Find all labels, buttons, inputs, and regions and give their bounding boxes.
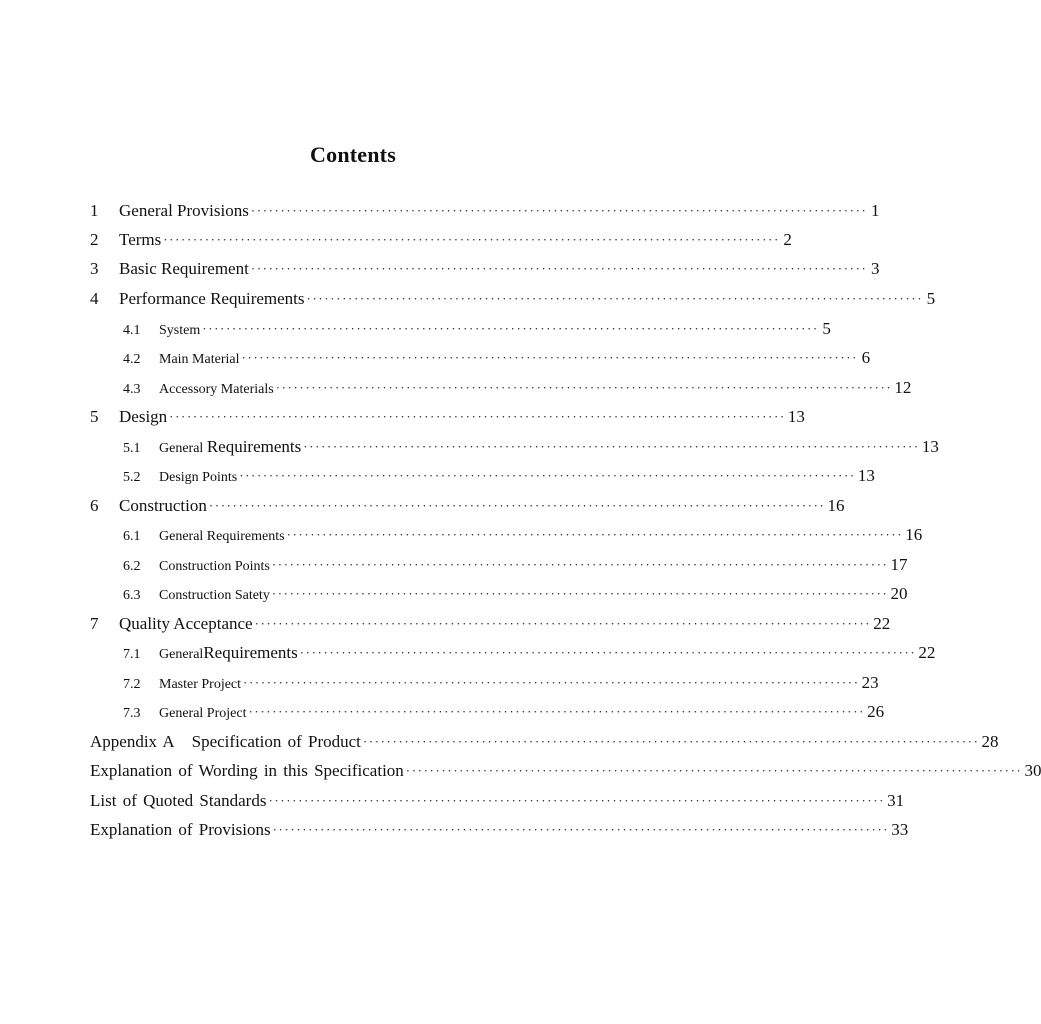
toc-entry-number: 6.3 xyxy=(123,588,141,603)
toc-entry-number: 1 xyxy=(90,201,99,220)
toc-entry-page: 17 xyxy=(890,555,908,574)
dot-leader: ········································································································ xyxy=(163,232,780,247)
toc-entry-label xyxy=(159,643,298,663)
toc-entry-general-project[interactable] xyxy=(123,702,885,730)
toc-entry-label: Construction Satety xyxy=(159,588,270,603)
dot-leader: ········································································································ xyxy=(405,763,1023,778)
toc-entry-page: 30 xyxy=(1024,761,1041,780)
toc-entry-page: 13 xyxy=(857,466,875,485)
toc-entry-list-of-quoted-standards[interactable] xyxy=(90,791,905,819)
toc-entry-label-small: General xyxy=(159,647,204,662)
toc-entry-label: General Requirements xyxy=(159,529,285,544)
toc-entry-page: 33 xyxy=(891,820,909,839)
toc-entry-label xyxy=(159,437,301,457)
toc-entry-master-project[interactable] xyxy=(123,673,879,701)
toc-entry-label: General Provisions xyxy=(119,201,249,220)
toc-entry-label: System xyxy=(159,323,201,338)
toc-entry-page: 6 xyxy=(861,348,871,367)
toc-entry-number: 4.2 xyxy=(123,352,141,367)
dot-leader: ········································································································ xyxy=(241,350,859,365)
dot-leader: ········································································································ xyxy=(271,586,889,601)
toc-entry-page: 2 xyxy=(783,230,792,249)
toc-entry-construction[interactable] xyxy=(90,496,845,524)
toc-entry-label: Explanation of Wording in this Specification xyxy=(90,761,404,780)
toc-entry-number: 4.3 xyxy=(123,382,141,397)
toc-entry-page: 26 xyxy=(867,702,885,721)
toc-entry-label: Design xyxy=(119,407,168,426)
toc-entry-page: 22 xyxy=(918,643,936,662)
dot-leader: ········································································································ xyxy=(268,793,886,808)
toc-entry-page: 12 xyxy=(894,378,912,397)
toc-entry-number: 4.1 xyxy=(123,323,141,338)
toc-entry-label: Performance Requirements xyxy=(119,289,305,308)
dot-leader: ········································································································ xyxy=(202,321,819,336)
toc-entry-page: 23 xyxy=(861,673,879,692)
toc-entry-page: 28 xyxy=(981,732,999,751)
toc-entry-page: 31 xyxy=(887,791,905,810)
toc-entry-page: 13 xyxy=(787,407,805,426)
toc-entry-label: Design Points xyxy=(159,470,238,485)
toc-entry-page: 5 xyxy=(822,319,831,338)
toc-entry-general-requirements-6-1[interactable] xyxy=(123,525,923,553)
toc-entry-general-provisions[interactable] xyxy=(90,201,880,229)
toc-entry-construction-satety[interactable] xyxy=(123,584,908,612)
toc-entry-number: 6.1 xyxy=(123,529,141,544)
dot-leader: ········································································································ xyxy=(250,203,868,218)
toc-entry-accessory-materials[interactable] xyxy=(123,378,912,406)
dot-leader: ········································································································ xyxy=(254,616,872,631)
toc-entry-number: 6 xyxy=(90,496,99,515)
toc-entry-construction-points[interactable] xyxy=(123,555,908,583)
toc-entry-label: List of Quoted Standards xyxy=(90,791,267,810)
toc-entry-label: Master Project xyxy=(159,677,242,692)
toc-entry-appendix-a[interactable] xyxy=(90,732,999,760)
toc-entry-label: Terms xyxy=(119,230,162,249)
toc-entry-main-material[interactable] xyxy=(123,348,871,376)
toc-entry-general-requirements-7-1[interactable] xyxy=(123,643,936,671)
toc-entry-number: 7.3 xyxy=(123,706,141,721)
toc-entry-label: General Project xyxy=(159,706,247,721)
toc-entry-number: 2 xyxy=(90,230,99,249)
dot-leader: ········································································································ xyxy=(169,409,786,424)
toc-entry-page: 3 xyxy=(870,259,880,278)
toc-entry-label: Accessory Materials xyxy=(159,382,274,397)
dot-leader: ········································································································ xyxy=(248,704,866,719)
toc-entry-label: Main Material xyxy=(159,352,240,367)
page-title: Contents xyxy=(310,142,396,167)
toc-entry-label: Quality Acceptance xyxy=(119,614,253,633)
dot-leader: ········································································································ xyxy=(286,527,904,542)
toc-entry-number: 4 xyxy=(90,289,99,308)
toc-entry-number: 5.2 xyxy=(123,470,141,485)
toc-entry-explanation-of-wording[interactable] xyxy=(90,761,1041,789)
toc-entry-number: 7 xyxy=(90,614,99,633)
dot-leader: ········································································································ xyxy=(303,439,920,454)
toc-entry-system[interactable] xyxy=(123,319,831,347)
dot-leader: ········································································································ xyxy=(271,557,889,572)
dot-leader: ········································································································ xyxy=(208,498,826,513)
dot-leader: ········································································································ xyxy=(239,468,856,483)
toc-entry-label-small: General xyxy=(159,441,204,456)
toc-entry-page: 16 xyxy=(827,496,845,515)
toc-entry-label: Explanation of Provisions xyxy=(90,820,271,839)
toc-entry-design[interactable] xyxy=(90,407,805,435)
toc-entry-number: 3 xyxy=(90,259,99,278)
dot-leader: ········································································································ xyxy=(306,291,924,306)
dot-leader: ········································································································ xyxy=(250,261,868,276)
toc-entry-terms[interactable] xyxy=(90,230,792,258)
dot-leader: ········································································································ xyxy=(275,380,893,395)
toc-entry-page: 5 xyxy=(926,289,936,308)
toc-entry-label-big: Requirements xyxy=(206,437,302,456)
dot-leader: ········································································································ xyxy=(299,645,917,660)
toc-entry-number: 6.2 xyxy=(123,559,141,574)
toc-entry-label-big: Requirements xyxy=(203,643,298,662)
toc-entry-number: 5 xyxy=(90,407,99,426)
toc-entry-label: Construction Points xyxy=(159,559,270,574)
toc-entry-number: 5.1 xyxy=(123,441,141,456)
toc-entry-number: 7.2 xyxy=(123,677,141,692)
dot-leader: ········································································································ xyxy=(243,675,860,690)
toc-entry-design-points[interactable] xyxy=(123,466,875,494)
toc-entry-page: 13 xyxy=(921,437,939,456)
toc-entry-quality-acceptance[interactable] xyxy=(90,614,891,642)
toc-entry-explanation-of-provisions[interactable] xyxy=(90,820,909,848)
toc-entry-number: 7.1 xyxy=(123,647,141,662)
toc-entry-page: 1 xyxy=(870,201,880,220)
toc-entry-page: 16 xyxy=(905,525,923,544)
toc-entry-basic-requirement[interactable] xyxy=(90,259,880,287)
toc-entry-label: Basic Requirement xyxy=(119,259,249,278)
toc-entry-performance-requirements[interactable] xyxy=(90,289,936,317)
dot-leader: ········································································································ xyxy=(272,822,890,837)
toc-entry-page: 20 xyxy=(890,584,908,603)
dot-leader: ········································································································ xyxy=(362,734,980,749)
toc-entry-general-requirements-5-1[interactable] xyxy=(123,437,939,465)
toc-entry-page: 22 xyxy=(873,614,891,633)
toc-entry-label: Construction xyxy=(119,496,207,515)
toc-entry-label: Appendix A Specification of Product xyxy=(90,732,361,751)
